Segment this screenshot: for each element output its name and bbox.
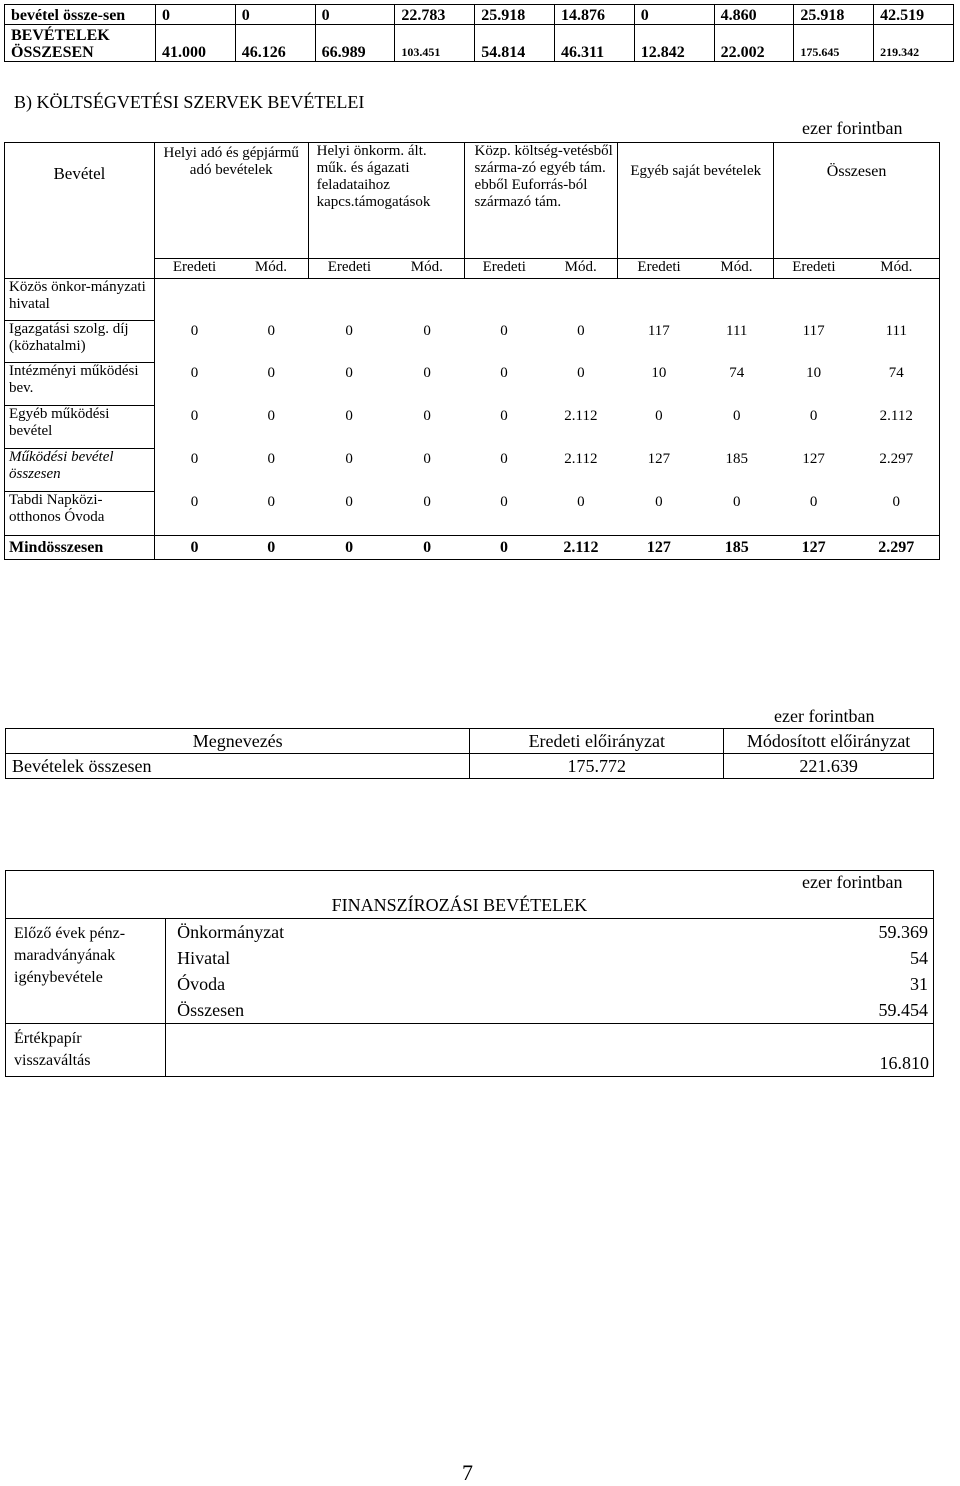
cell: 74 [854, 363, 940, 406]
cell: 12.842 [634, 25, 714, 62]
cell: 42.519 [874, 5, 954, 25]
cell: 117 [802, 322, 825, 339]
column-header: Megnevezés [6, 729, 470, 754]
column-group-header: Helyi önkorm. ált. műk. és ágazati feladataihoz kapcs.támogatások [308, 143, 464, 259]
row-name: Óvoda [177, 974, 226, 994]
financing-table [5, 870, 934, 1077]
cell: 127 [802, 450, 825, 467]
cell: 0 [267, 493, 275, 510]
summary-table [5, 728, 934, 779]
cell: 14.876 [554, 5, 634, 25]
table-row [5, 363, 940, 406]
cell: 0 [500, 364, 508, 381]
column-header: Módosított előirányzat [724, 729, 934, 754]
budget-table [4, 142, 940, 560]
table-row [6, 1024, 934, 1077]
cell: 0 [423, 493, 431, 510]
cell: 0 [235, 5, 315, 25]
sub-header: Mód. [854, 259, 940, 279]
cell: 66.989 [315, 25, 395, 62]
cell: 0 [267, 407, 275, 424]
cell: 0 [234, 536, 308, 560]
row-label: Egyéb működési bevétel [5, 406, 155, 449]
cell: 41.000 [156, 25, 236, 62]
cell: 0 [308, 536, 390, 560]
top-summary-table [4, 4, 954, 62]
table-row [5, 321, 940, 363]
cell: 25.918 [794, 5, 874, 25]
sub-header: Eredeti [308, 259, 390, 279]
cell: 0 [854, 492, 940, 536]
column-group-header: Egyéb saját bevételek [618, 143, 774, 259]
cell: 103.451 [395, 25, 475, 62]
page-number: 7 [462, 1460, 473, 1485]
cell: 0 [154, 536, 234, 560]
header-row [5, 143, 940, 259]
title-row [6, 871, 934, 919]
table-row [5, 5, 954, 25]
row-label: Bevételek összesen [6, 754, 470, 779]
cell: 46.311 [554, 25, 634, 62]
cell: 0 [345, 450, 353, 467]
cell: 0 [500, 493, 508, 510]
cell: 111 [854, 321, 940, 363]
cell: 4.860 [714, 5, 794, 25]
cell: 54.814 [475, 25, 555, 62]
total-label: Mindösszesen [5, 536, 155, 560]
row-label: BEVÉTELEK ÖSSZESEN [5, 25, 156, 62]
column-header: Eredeti előirányzat [470, 729, 724, 754]
cell: 0 [423, 450, 431, 467]
column-group-header: Helyi adó és gépjármű adó bevételek [154, 143, 308, 259]
cell: 0 [190, 450, 199, 467]
sub-header: Eredeti [154, 259, 234, 279]
unit-label: ezer forintban [774, 706, 875, 726]
table-row [6, 754, 934, 779]
section-title: FINANSZÍROZÁSI BEVÉTELEK [166, 871, 934, 919]
cell: 0 [190, 364, 199, 381]
cell: 0 [500, 450, 508, 467]
cell: 2.112 [544, 536, 618, 560]
cell: 0 [345, 364, 353, 381]
cell: 117 [647, 322, 670, 339]
sub-header: Mód. [700, 259, 774, 279]
cell: 0 [500, 322, 508, 339]
cell: 111 [726, 322, 748, 339]
cell: 0 [655, 493, 663, 510]
cell: 74 [729, 364, 745, 381]
cell: 127 [774, 536, 854, 560]
cell: 221.639 [724, 754, 934, 779]
cell: 0 [156, 5, 236, 25]
cell: 0 [809, 407, 818, 424]
row-value: 54 [910, 948, 928, 968]
cell: 0 [423, 322, 431, 339]
row-label: Tabdi Napközi-otthonos Óvoda [5, 492, 155, 536]
row-label: Intézményi működési bev. [5, 363, 155, 406]
cell: 0 [267, 322, 275, 339]
cell: 0 [345, 407, 353, 424]
cell: 0 [634, 5, 714, 25]
row-value: 59.369 [878, 922, 928, 942]
cell: 2.112 [564, 407, 598, 424]
cell: 22.002 [714, 25, 794, 62]
sub-header-row [5, 259, 940, 279]
cell: 0 [267, 364, 275, 381]
row-label: bevétel össze-sen [5, 5, 156, 25]
cell: 0 [423, 364, 431, 381]
cell: 185 [700, 536, 774, 560]
cell: 2.112 [854, 406, 940, 449]
row-label: Működési bevétel összesen [5, 449, 155, 492]
row-name: Összesen [177, 1000, 245, 1020]
cell: 175.645 [794, 25, 874, 62]
cell: 2.297 [854, 449, 940, 492]
unit-label: ezer forintban [802, 872, 903, 892]
cell: 127 [618, 536, 700, 560]
cell: 0 [267, 450, 275, 467]
cell: 10 [806, 364, 822, 381]
cell: 22.783 [395, 5, 475, 25]
row-value: 59.454 [878, 1000, 928, 1020]
row-value: 31 [910, 974, 928, 994]
cell: 0 [390, 536, 464, 560]
sub-header: Eredeti [774, 259, 854, 279]
sub-header: Eredeti [464, 259, 544, 279]
section-title: B) KÖLTSÉGVETÉSI SZERVEK BEVÉTELEI [14, 92, 365, 112]
cell: 0 [190, 322, 199, 339]
cell: 0 [577, 493, 585, 510]
cell: 185 [725, 450, 748, 467]
cell: 0 [423, 407, 431, 424]
cell: 2.112 [564, 450, 598, 467]
cell: 219.342 [874, 25, 954, 62]
cell: 0 [464, 536, 544, 560]
cell: 127 [647, 450, 671, 467]
cell: 0 [732, 407, 741, 424]
unit-label: ezer forintban [802, 118, 903, 138]
row-label: Értékpapír visszaváltás [6, 1024, 166, 1077]
section-label: Közös önkor-mányzati hivatal [5, 279, 155, 321]
table-row [5, 25, 954, 62]
cell: 0 [655, 407, 663, 424]
sub-header: Eredeti [618, 259, 700, 279]
table-row [5, 449, 940, 492]
row-header: Bevétel [5, 143, 155, 259]
cell: 0 [190, 493, 199, 510]
row-label: Igazgatási szolg. díj (közhatalmi) [5, 321, 155, 363]
sub-header: Mód. [390, 259, 464, 279]
table-row [5, 492, 940, 536]
cell: 0 [732, 493, 741, 510]
section-row [5, 279, 940, 321]
table-row [6, 919, 934, 946]
cell: 0 [809, 493, 818, 510]
cell: 175.772 [470, 754, 724, 779]
row-label: Előző évek pénz-maradványának igénybevétele [6, 919, 166, 1024]
cell: 0 [345, 322, 353, 339]
table-row [5, 406, 940, 449]
sub-header: Mód. [234, 259, 308, 279]
row-name: Hivatal [177, 948, 231, 968]
cell: 0 [500, 407, 508, 424]
row-name: Önkormányzat [177, 922, 285, 942]
total-row [5, 536, 940, 560]
cell: 2.297 [854, 536, 940, 560]
cell: 10 [651, 364, 667, 381]
row-value: 16.810 [166, 1024, 934, 1077]
column-group-header: Közp. költség-vetésből szárma-zó egyéb tám. ebből Euforrás-ból származó tám. [464, 143, 618, 259]
cell: 0 [315, 5, 395, 25]
cell: 0 [577, 364, 585, 381]
sub-header: Mód. [544, 259, 618, 279]
header-row [6, 729, 934, 754]
cell: 0 [345, 493, 353, 510]
column-group-header: Összesen [774, 143, 940, 259]
cell: 0 [577, 322, 585, 339]
cell: 25.918 [475, 5, 555, 25]
cell: 46.126 [235, 25, 315, 62]
cell: 0 [190, 407, 199, 424]
